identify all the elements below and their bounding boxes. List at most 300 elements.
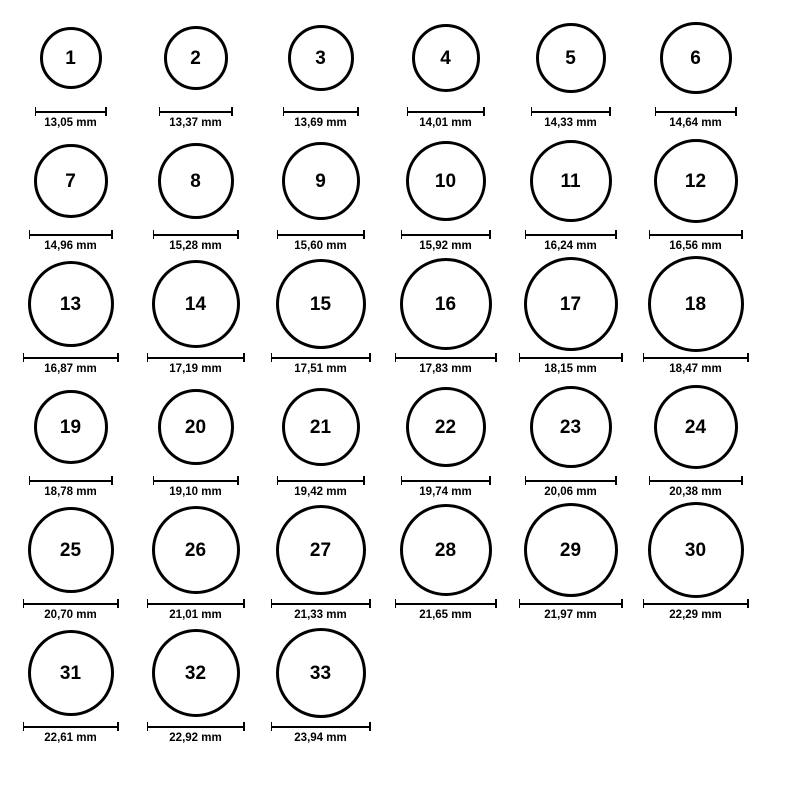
ring-size-number: 3 [315,47,326,69]
caliper-tick-right [369,353,371,362]
caliper-tick-right [621,353,623,362]
ring-circle-wrapper [400,502,492,598]
ring-measurement [23,599,119,622]
ring-circle [412,24,480,92]
caliper-tick-left [649,476,651,485]
caliper-tick-right [117,722,119,731]
caliper-tick-left [147,353,149,362]
ring-size-cell[interactable] [258,10,383,130]
ring-size-number: 21 [309,416,332,438]
ring-circle [34,144,108,218]
caliper-tick-right [117,353,119,362]
ring-circle [152,506,240,594]
caliper-bar [531,111,611,113]
ring-circle-wrapper [164,10,228,106]
ring-measurement [35,107,107,130]
ring-circle [524,503,618,597]
ring-size-cell[interactable] [508,256,633,376]
caliper-tick-left [277,230,279,239]
caliper-icon [23,599,119,607]
ring-size-number: 14 [184,293,207,315]
ring-size-row [8,133,792,256]
caliper-tick-left [395,599,397,608]
ring-circle [40,27,102,89]
ring-size-cell[interactable] [133,133,258,253]
caliper-icon [531,107,611,115]
caliper-tick-right [483,107,485,116]
caliper-tick-left [153,476,155,485]
ring-size-cell[interactable] [633,133,758,253]
ring-size-cell[interactable] [383,502,508,622]
ring-measurement [147,722,245,745]
ring-circle-wrapper [28,625,114,721]
ring-measurement [531,107,611,130]
ring-size-cell[interactable] [8,256,133,376]
ring-size-number: 8 [190,170,201,192]
caliper-tick-right [741,230,743,239]
caliper-tick-left [271,353,273,362]
ring-diameter-label: 19,10 mm [169,486,222,498]
caliper-bar [277,234,365,236]
caliper-bar [407,111,485,113]
caliper-tick-right [489,476,491,485]
caliper-bar [271,603,371,605]
ring-size-number: 7 [65,170,76,192]
ring-circle-wrapper [660,10,732,106]
caliper-bar [153,480,239,482]
ring-diameter-label: 14,01 mm [419,117,472,129]
caliper-bar [649,480,743,482]
ring-measurement [649,230,743,253]
ring-size-number: 12 [684,170,707,192]
ring-size-number: 33 [309,662,332,684]
caliper-tick-left [23,599,25,608]
caliper-bar [643,603,749,605]
ring-size-number: 31 [59,662,82,684]
ring-circle-wrapper [406,133,486,229]
ring-diameter-label: 20,38 mm [669,486,722,498]
ring-measurement [153,230,239,253]
ring-size-cell[interactable] [633,379,758,499]
caliper-icon [643,599,749,607]
caliper-icon [147,722,245,730]
caliper-bar [525,480,617,482]
caliper-tick-left [407,107,409,116]
ring-circle-wrapper [158,133,234,229]
caliper-tick-right [615,476,617,485]
caliper-tick-left [147,722,149,731]
caliper-tick-left [23,722,25,731]
caliper-bar [277,480,365,482]
ring-diameter-label: 20,06 mm [544,486,597,498]
caliper-tick-right [243,599,245,608]
caliper-icon [29,230,113,238]
ring-measurement [649,476,743,499]
ring-measurement [271,722,371,745]
ring-circle [530,386,612,468]
ring-circle [406,141,486,221]
ring-size-cell[interactable] [383,10,508,130]
ring-size-cell[interactable] [133,379,258,499]
caliper-tick-right [495,353,497,362]
caliper-tick-left [655,107,657,116]
ring-size-cell[interactable] [258,625,383,745]
caliper-tick-left [643,599,645,608]
ring-diameter-label: 15,28 mm [169,240,222,252]
ring-size-number: 11 [560,170,581,192]
ring-circle-wrapper [406,379,486,475]
ring-circle-wrapper [28,256,114,352]
ring-size-cell[interactable] [258,256,383,376]
ring-circle [276,628,366,718]
caliper-bar [35,111,107,113]
ring-size-number: 28 [434,539,457,561]
ring-diameter-label: 16,24 mm [544,240,597,252]
caliper-tick-left [525,230,527,239]
ring-measurement [401,476,491,499]
caliper-tick-left [271,722,273,731]
caliper-tick-left [29,476,31,485]
caliper-tick-right [105,107,107,116]
ring-diameter-label: 17,83 mm [419,363,472,375]
ring-size-cell[interactable] [8,625,133,745]
ring-size-cell[interactable] [8,10,133,130]
caliper-tick-right [735,107,737,116]
ring-circle [654,139,738,223]
caliper-bar [395,357,497,359]
caliper-tick-left [525,476,527,485]
caliper-icon [525,476,617,484]
ring-measurement [159,107,233,130]
ring-measurement [643,599,749,622]
ring-diameter-label: 16,56 mm [669,240,722,252]
ring-size-cell[interactable] [133,625,258,745]
ring-size-number: 18 [684,293,707,315]
ring-circle-wrapper [158,379,234,475]
caliper-icon [35,107,107,115]
ring-circle-wrapper [34,379,108,475]
ring-size-number: 13 [59,293,82,315]
caliper-icon [23,353,119,361]
ring-size-cell[interactable] [508,502,633,622]
ring-diameter-label: 20,70 mm [44,609,97,621]
ring-circle-wrapper [282,133,360,229]
caliper-icon [271,599,371,607]
ring-measurement [23,722,119,745]
ring-size-number: 16 [434,293,457,315]
ring-diameter-label: 17,51 mm [294,363,347,375]
caliper-icon [395,599,497,607]
caliper-bar [401,234,491,236]
caliper-icon [29,476,113,484]
ring-circle-wrapper [648,502,744,598]
ring-size-cell[interactable] [133,10,258,130]
caliper-tick-right [621,599,623,608]
ring-measurement [283,107,359,130]
ring-circle [34,390,108,464]
ring-measurement [153,476,239,499]
caliper-icon [401,230,491,238]
caliper-tick-right [609,107,611,116]
caliper-tick-right [615,230,617,239]
ring-size-number: 9 [315,170,326,192]
caliper-tick-right [363,476,365,485]
caliper-bar [23,603,119,605]
ring-circle [276,259,366,349]
ring-diameter-label: 21,97 mm [544,609,597,621]
ring-size-number: 23 [559,416,582,438]
ring-measurement [519,599,623,622]
ring-diameter-label: 21,65 mm [419,609,472,621]
caliper-bar [519,357,623,359]
ring-measurement [29,476,113,499]
ring-circle [282,142,360,220]
ring-diameter-label: 22,29 mm [669,609,722,621]
ring-diameter-label: 21,01 mm [169,609,222,621]
caliper-icon [655,107,737,115]
caliper-tick-right [243,722,245,731]
ring-diameter-label: 22,92 mm [169,732,222,744]
ring-circle-wrapper [654,133,738,229]
ring-circle-wrapper [276,625,366,721]
caliper-tick-right [747,599,749,608]
ring-circle-wrapper [40,10,102,106]
caliper-bar [159,111,233,113]
ring-circle [28,630,114,716]
caliper-tick-right [111,230,113,239]
ring-measurement [29,230,113,253]
ring-size-number: 29 [559,539,582,561]
ring-size-cell[interactable] [8,502,133,622]
caliper-icon [277,230,365,238]
ring-size-number: 25 [59,539,82,561]
ring-size-cell[interactable] [258,379,383,499]
caliper-bar [147,603,245,605]
ring-size-cell[interactable] [508,10,633,130]
ring-size-row [8,256,792,379]
ring-size-cell[interactable] [508,133,633,253]
caliper-tick-right [231,107,233,116]
ring-measurement [395,353,497,376]
ring-circle-wrapper [524,502,618,598]
caliper-icon [401,476,491,484]
caliper-tick-right [243,353,245,362]
ring-circle [400,258,492,350]
ring-circle-wrapper [536,10,606,106]
ring-measurement [271,353,371,376]
ring-size-cell[interactable] [8,133,133,253]
caliper-bar [271,726,371,728]
ring-circle [660,22,732,94]
ring-diameter-label: 22,61 mm [44,732,97,744]
caliper-tick-left [643,353,645,362]
ring-circle [158,143,234,219]
caliper-tick-left [531,107,533,116]
ring-circle-wrapper [412,10,480,106]
ring-size-number: 10 [434,170,457,192]
caliper-tick-left [147,599,149,608]
ring-size-row [8,502,792,625]
ring-circle [158,389,234,465]
caliper-icon [519,599,623,607]
ring-size-number: 26 [184,539,207,561]
ring-diameter-label: 13,69 mm [294,117,347,129]
ring-diameter-label: 13,37 mm [169,117,222,129]
caliper-tick-right [747,353,749,362]
ring-measurement [401,230,491,253]
ring-measurement [525,230,617,253]
caliper-tick-left [159,107,161,116]
ring-circle-wrapper [654,379,738,475]
ring-size-cell[interactable] [383,256,508,376]
caliper-tick-left [271,599,273,608]
ring-circle [28,507,114,593]
caliper-tick-left [519,353,521,362]
ring-diameter-label: 21,33 mm [294,609,347,621]
ring-size-row [8,379,792,502]
ring-circle [28,261,114,347]
caliper-tick-right [237,230,239,239]
ring-circle [536,23,606,93]
ring-measurement [525,476,617,499]
caliper-tick-right [117,599,119,608]
caliper-bar [401,480,491,482]
ring-diameter-label: 16,87 mm [44,363,97,375]
ring-circle-wrapper [276,502,366,598]
ring-size-number: 19 [59,416,82,438]
caliper-icon [153,476,239,484]
caliper-tick-left [401,476,403,485]
ring-circle-wrapper [276,256,366,352]
ring-measurement [655,107,737,130]
caliper-icon [649,476,743,484]
ring-diameter-label: 15,60 mm [294,240,347,252]
ring-size-number: 17 [559,293,582,315]
ring-size-cell[interactable] [383,133,508,253]
ring-size-number: 22 [434,416,457,438]
ring-circle [648,256,744,352]
ring-diameter-label: 15,92 mm [419,240,472,252]
ring-circle [288,25,354,91]
caliper-bar [29,234,113,236]
ring-diameter-label: 14,33 mm [544,117,597,129]
ring-circle [164,26,228,90]
caliper-tick-right [489,230,491,239]
ring-measurement [23,353,119,376]
caliper-tick-left [23,353,25,362]
caliper-icon [395,353,497,361]
caliper-icon [277,476,365,484]
caliper-tick-right [237,476,239,485]
caliper-tick-left [395,353,397,362]
ring-circle-wrapper [530,133,612,229]
caliper-icon [147,353,245,361]
caliper-tick-left [283,107,285,116]
ring-circle [524,257,618,351]
ring-measurement [395,599,497,622]
ring-size-number: 27 [309,539,332,561]
ring-size-row [8,625,792,748]
ring-circle-wrapper [530,379,612,475]
ring-diameter-label: 23,94 mm [294,732,347,744]
ring-measurement [277,230,365,253]
caliper-icon [407,107,485,115]
caliper-bar [395,603,497,605]
ring-diameter-label: 17,19 mm [169,363,222,375]
ring-circle [400,504,492,596]
caliper-tick-right [357,107,359,116]
ring-size-cell[interactable] [133,502,258,622]
ring-circle-wrapper [152,256,240,352]
caliper-icon [23,722,119,730]
ring-circle-wrapper [152,502,240,598]
caliper-icon [519,353,623,361]
caliper-icon [283,107,359,115]
ring-size-cell[interactable] [133,256,258,376]
caliper-tick-left [29,230,31,239]
caliper-tick-right [495,599,497,608]
ring-measurement [407,107,485,130]
ring-measurement [271,599,371,622]
ring-circle [406,387,486,467]
ring-size-number: 15 [309,293,332,315]
ring-circle [152,629,240,717]
ring-size-cell[interactable] [633,502,758,622]
caliper-tick-left [153,230,155,239]
ring-size-cell[interactable] [633,256,758,376]
caliper-icon [271,722,371,730]
ring-diameter-label: 14,64 mm [669,117,722,129]
ring-size-cell[interactable] [258,133,383,253]
ring-size-cell[interactable] [633,10,758,130]
caliper-bar [283,111,359,113]
ring-size-cell[interactable] [258,502,383,622]
ring-measurement [147,599,245,622]
ring-size-cell[interactable] [8,379,133,499]
ring-circle-wrapper [288,10,354,106]
ring-circle-wrapper [648,256,744,352]
ring-size-cell[interactable] [508,379,633,499]
ring-size-number: 24 [684,416,707,438]
ring-circle-wrapper [152,625,240,721]
ring-size-number: 6 [690,47,701,69]
caliper-bar [643,357,749,359]
caliper-bar [147,357,245,359]
ring-diameter-label: 18,78 mm [44,486,97,498]
caliper-bar [655,111,737,113]
caliper-tick-right [741,476,743,485]
caliper-bar [519,603,623,605]
caliper-bar [271,357,371,359]
caliper-icon [271,353,371,361]
ring-circle [152,260,240,348]
caliper-icon [643,353,749,361]
ring-measurement [147,353,245,376]
caliper-tick-right [369,599,371,608]
ring-measurement [277,476,365,499]
ring-circle-wrapper [400,256,492,352]
ring-size-cell[interactable] [383,379,508,499]
ring-diameter-label: 18,15 mm [544,363,597,375]
caliper-tick-left [401,230,403,239]
caliper-bar [23,726,119,728]
caliper-bar [23,357,119,359]
ring-size-number: 5 [565,47,576,69]
caliper-tick-left [35,107,37,116]
ring-circle [282,388,360,466]
ring-size-number: 2 [190,47,201,69]
caliper-tick-right [111,476,113,485]
